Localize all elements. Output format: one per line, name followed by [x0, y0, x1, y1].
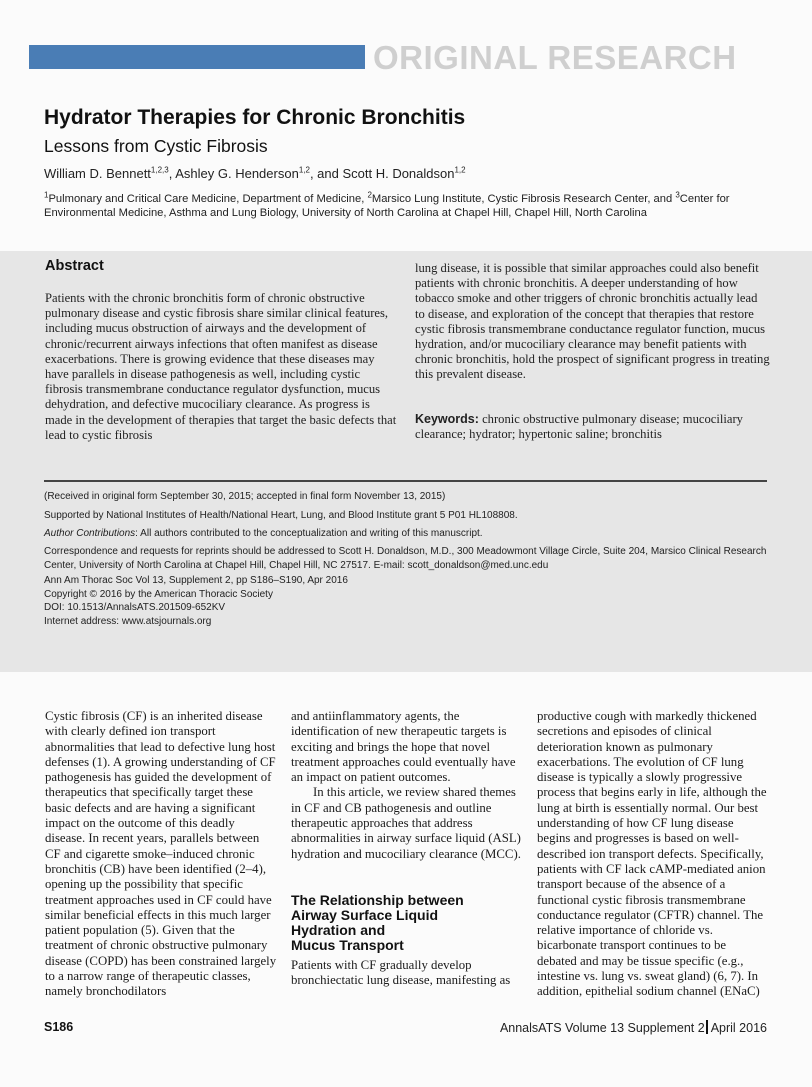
author-separator: , and — [309, 166, 343, 181]
funding-statement: Supported by National Institutes of Health/National Heart, Lung, and Blood Institute grant 5 P01 HL108808. — [44, 510, 518, 521]
body-paragraph: Patients with CF gradually develop bronchiectatic lung disease, manifesting as — [291, 958, 511, 988]
section-heading-line: The Relationship between — [291, 892, 464, 908]
affiliation-sup: 2 — [367, 190, 372, 200]
keywords-label: Keywords: — [415, 412, 479, 426]
body-column-3: productive cough with markedly thickened secretions and episodes of clinical deterioration known as pulmonary exacerbations. The evolution of CF lung disease is typically a slowly progressive process that begins early in life, although the lung at birth is essentially normal. Our best understanding of how CF lung disease begins and progresses is based on well-described ion transport defects. Specifically, patients with CF lack cAMP-mediated anion transport because of the absence of a functional cystic fibrosis transmembrane conductance regulator (CFTR) channel. The relative importance of chloride vs. bicarbonate transport continues to be debated and may be tissue specific (e.g., intestine vs. lung vs. sweat gland) (6, 7). In addition, epithelial sodium channel (ENaC) — [537, 709, 767, 999]
keywords-text: chronic obstructive pulmonary disease; mucociliary clearance; hydrator; hypertonic saline; bronchitis — [415, 412, 743, 442]
author-list — [44, 166, 466, 181]
author-name: Ashley G. Henderson — [175, 166, 299, 181]
author-contributions-text: : All authors contributed to the conceptualization and writing of this manuscript. — [135, 528, 483, 539]
page-number: S186 — [44, 1020, 74, 1034]
author-contributions — [44, 527, 774, 541]
body-paragraph: In this article, we review shared themes in CF and CB pathogenesis and outline therapeutic approaches that address abnormalities in airway surface liquid (ASL) hydration and mucociliary clearance (MCC). — [291, 785, 521, 861]
correspondence: Correspondence and requests for reprints should be addressed to Scott H. Donaldson, M.D., 300 Meadowmont Village Circle, Suite 204, Marsico Clinical Research Center, University of North Carolina at Chapel Hill, Chapel Hill, NC 27517. E-mail: scott_donaldson@med.unc.edu — [44, 546, 767, 571]
footer-separator — [706, 1020, 708, 1034]
issue-date: April 2016 — [710, 1021, 767, 1035]
article-subtitle: Lessons from Cystic Fibrosis — [44, 136, 268, 156]
keywords — [415, 412, 770, 442]
article-title: Hydrator Therapies for Chronic Bronchitis — [44, 106, 466, 129]
journal-footer — [500, 1020, 767, 1035]
section-banner-bar — [29, 45, 365, 69]
author-name: William D. Bennett — [44, 166, 151, 181]
section-heading-line: Mucus Transport — [291, 937, 404, 953]
affiliation-text: Center for Environmental Medicine, Asthma and Lung Biology, University of North Carolina at Chapel Hill, Chapel Hill, North Carolina — [44, 193, 730, 219]
body-column-1: Cystic fibrosis (CF) is an inherited disease with clearly defined ion transport abnormalities that lead to defective lung host defenses (1). A growing understanding of CF pathogenesis has guided the development of therapeutics that specifically target these basic defects and are having a significant impact on the outcome of this deadly disease. In recent years, parallels between CF and cigarette smoke–induced chronic bronchitis (CB) have been identified (2–4), opening up the possibility that specific treatment approaches used in CF could have similar beneficial effects in this much larger patient population (5). Given that the treatment of chronic obstructive pulmonary disease (COPD) has been constrained largely to a narrow range of therapeutic classes, namely bronchodilators — [45, 709, 277, 999]
section-heading-line: Airway Surface Liquid — [291, 907, 439, 923]
internet-address: Internet address: www.atsjournals.org — [44, 615, 212, 627]
affiliation-text: Pulmonary and Critical Care Medicine, Department of Medicine, — [48, 193, 368, 205]
citation: Ann Am Thorac Soc Vol 13, Supplement 2, pp S186–S190, Apr 2016 — [44, 575, 348, 586]
doi: DOI: 10.1513/AnnalsATS.201509-652KV — [44, 602, 226, 613]
abstract-text-left: Patients with the chronic bronchitis form of chronic obstructive pulmonary disease and cystic fibrosis share similar clinical features, including mucus obstruction of airways and the development of chronic/recurrent airways infections that often manifest as disease exacerbations. There is growing evidence that these diseases may have parallels in disease pathogenesis as well, including cystic fibrosis transmembrane conductance regulator dysfunction, mucus dehydration, and defective mucociliary clearance. As progress is made in the development of therapies that target the basic defects that lead to cystic fibrosis — [45, 291, 397, 442]
author-separator: , — [168, 166, 176, 181]
author-name: Scott H. Donaldson — [342, 166, 455, 181]
author-affiliation-sup: 1,2,3 — [150, 165, 169, 175]
affiliation-sup: 1 — [44, 190, 49, 200]
section-banner-label: ORIGINAL RESEARCH — [373, 39, 737, 76]
copyright: Copyright © 2016 by the American Thoracic Society — [44, 588, 273, 600]
divider-rule — [44, 480, 767, 482]
citation-block — [44, 574, 774, 628]
affiliation-sup: 3 — [675, 190, 680, 200]
journal-info: AnnalsATS Volume 13 Supplement 2 — [499, 1021, 705, 1035]
body-paragraph: and antiinflammatory agents, the identification of new therapeutic targets is exciting and brings the hope that novel treatment approaches could eventually have an impact on patient outcomes. — [291, 709, 516, 785]
abstract-text-right: lung disease, it is possible that similar approaches could also benefit patients with chronic bronchitis. A deeper understanding of how tobacco smoke and other triggers of chronic bronchitis actually lead to disease, and exploration of the concept that therapies that restore cystic fibrosis transmembrane conductance regulator function, mucus hydration, and/or mucociliary clearance may benefit patients with chronic bronchitis, hold the prospect of significant progress in treating this prevalent disease. — [415, 261, 770, 382]
section-heading — [291, 893, 523, 953]
affiliations — [44, 192, 774, 220]
author-affiliation-sup: 1,2 — [298, 165, 310, 175]
author-affiliation-sup: 1,2 — [454, 165, 466, 175]
abstract-heading: Abstract — [45, 258, 104, 274]
body-column-2 — [291, 709, 523, 862]
author-contributions-label: Author Contributions — [44, 528, 136, 539]
affiliation-text: Marsico Lung Institute, Cystic Fibrosis Research Center, and — [371, 193, 676, 205]
section-heading-line: Hydration and — [291, 922, 386, 938]
received-dates: (Received in original form September 30, 2015; accepted in final form November 13, 2015) — [44, 491, 446, 502]
